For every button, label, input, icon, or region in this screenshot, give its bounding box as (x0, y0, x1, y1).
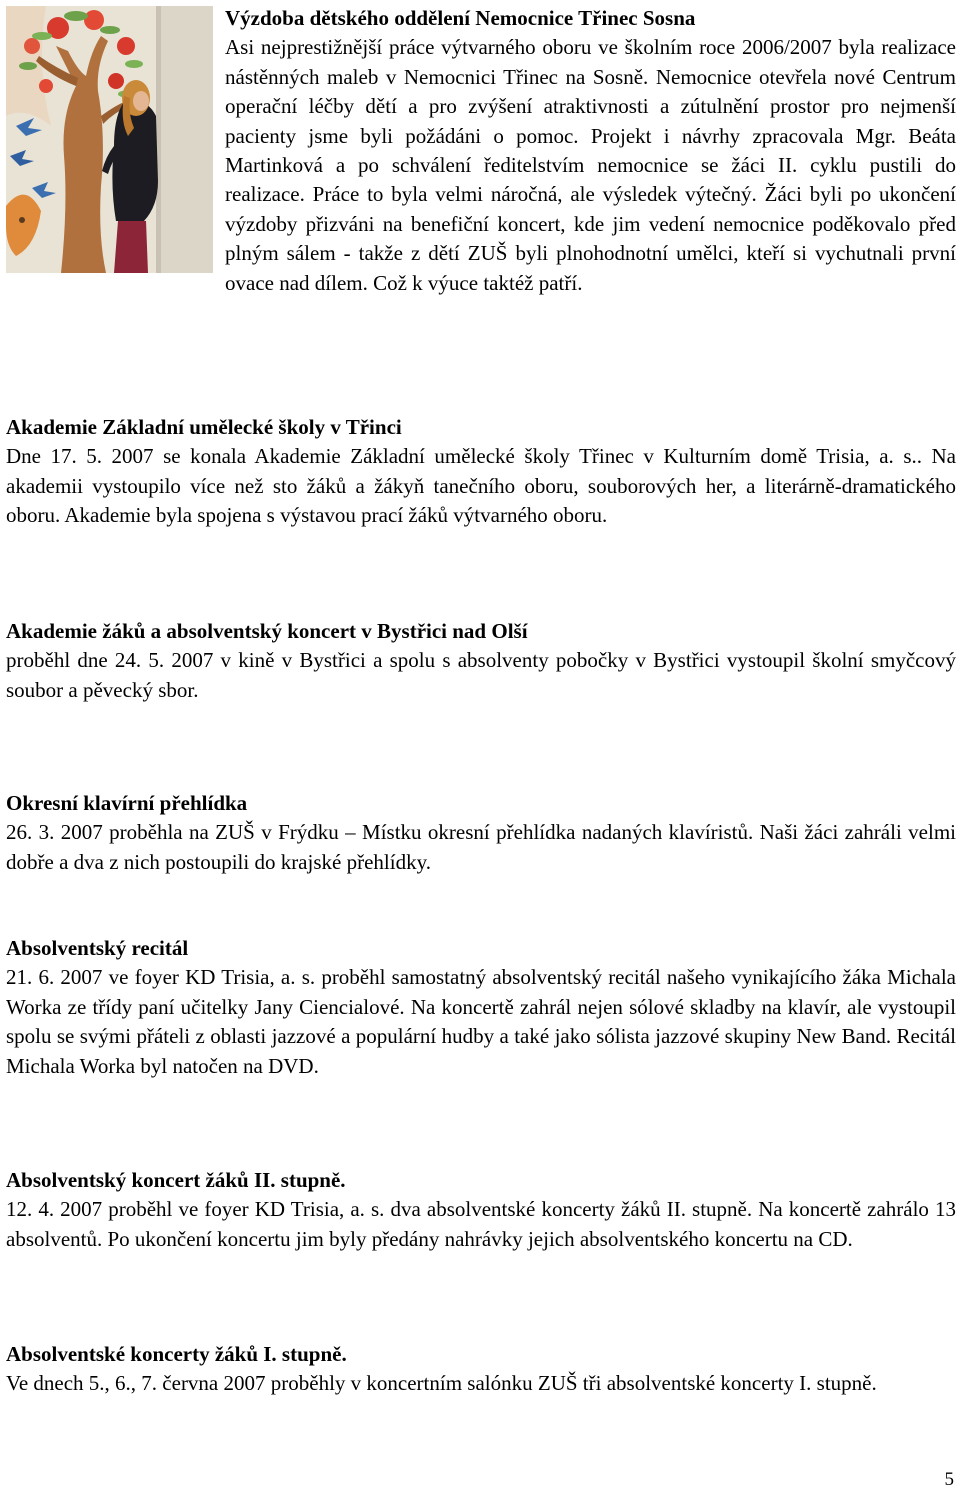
section-heading: Absolventský koncert žáků II. stupně. (6, 1168, 346, 1192)
section-akademie-bystrice (6, 617, 956, 705)
section-heading: Absolventské koncerty žáků I. stupně. (6, 1342, 347, 1366)
photo-spacer (6, 4, 225, 274)
section-text: 21. 6. 2007 ve foyer KD Trisia, a. s. proběhl samostatný absolventský recitál našeho vynikajícího žáka Michala Worka ze třídy paní učitelky Jany Ciencialové. Na koncertě zahrál nejen sólové skladby na klavír, ale vystoupil spolu se svými přáteli z oblasti jazzové a populární hudby a také jako sólista jazzové skupiny New Band. Recitál Michala Worka byl natočen na DVD. (6, 965, 956, 1078)
section-heading: Akademie Základní umělecké školy v Třinci (6, 415, 402, 439)
section-koncert-ii-stupne (6, 1166, 956, 1254)
section-absolventsky-recital (6, 934, 956, 1081)
page-number: 5 (944, 1469, 954, 1490)
intro-article (6, 4, 956, 298)
intro-title: Výzdoba dětského oddělení Nemocnice Třinec Sosna (225, 6, 696, 30)
section-text: Dne 17. 5. 2007 se konala Akademie Základní umělecké školy Třinec v Kulturním domě Trisia, a. s.. Na akademii vystoupilo více než sto žáků a žákyň tanečního oboru, souborových her, a literárně-dramatického oboru. Akademie byla spojena s výstavou prací žáků výtvarného oboru. (6, 444, 956, 528)
section-klavirni-prehlidka (6, 789, 956, 877)
section-akademie-trinec (6, 413, 956, 531)
section-koncerty-i-stupne (6, 1340, 956, 1399)
section-heading: Akademie žáků a absolventský koncert v Bystřici nad Olší (6, 619, 528, 643)
section-heading: Okresní klavírní přehlídka (6, 791, 248, 815)
section-heading: Absolventský recitál (6, 936, 189, 960)
section-text: proběhl dne 24. 5. 2007 v kině v Bystřici a spolu s absolventy pobočky v Bystřici vystoupil školní smyčcový soubor a pěvecký sbor. (6, 648, 956, 702)
section-text: 12. 4. 2007 proběhl ve foyer KD Trisia, a. s. dva absolventské koncerty žáků II. stupně. Na koncertě zahrálo 13 absolventů. Po ukončení koncertu jim byly předány nahrávky jejich absolventského koncertu na CD. (6, 1197, 956, 1251)
intro-text: Asi nejprestižnější práce výtvarného oboru ve školním roce 2006/2007 byla realizace nástěnných maleb v Nemocnici Třinec na Sosně. Nemocnice otevřela nové Centrum operační léčby dětí a pro zvýšení atraktivnosti a zútulnění prostor pro nejmenší pacienty jsme byli požádáni o pomoc. Projekt i návrhy zpracovala Mgr. Beáta Martinková a po schválení ředitelstvím nemocnice se žáci II. cyklu pustili do realizace. Práce to byla velmi náročná, ale výsledek výtečný. Žáci byli po ukončení výzdoby přizváni na benefiční koncert, kde jim vedení nemocnice poděkovalo před plným sálem - takže z dětí ZUŠ byli plnohodnotní umělci, kteří si vychutnali první ovace nad dílem. Což k výuce taktéž patří. (225, 35, 956, 295)
section-text: Ve dnech 5., 6., 7. června 2007 proběhly v koncertním salónku ZUŠ tři absolventské koncerty I. stupně. (6, 1371, 877, 1396)
section-text: 26. 3. 2007 proběhla na ZUŠ v Frýdku – Místku okresní přehlídka nadaných klavíristů. Naši žáci zahráli velmi dobře a dva z nich postoupili do krajské přehlídky. (6, 820, 956, 874)
